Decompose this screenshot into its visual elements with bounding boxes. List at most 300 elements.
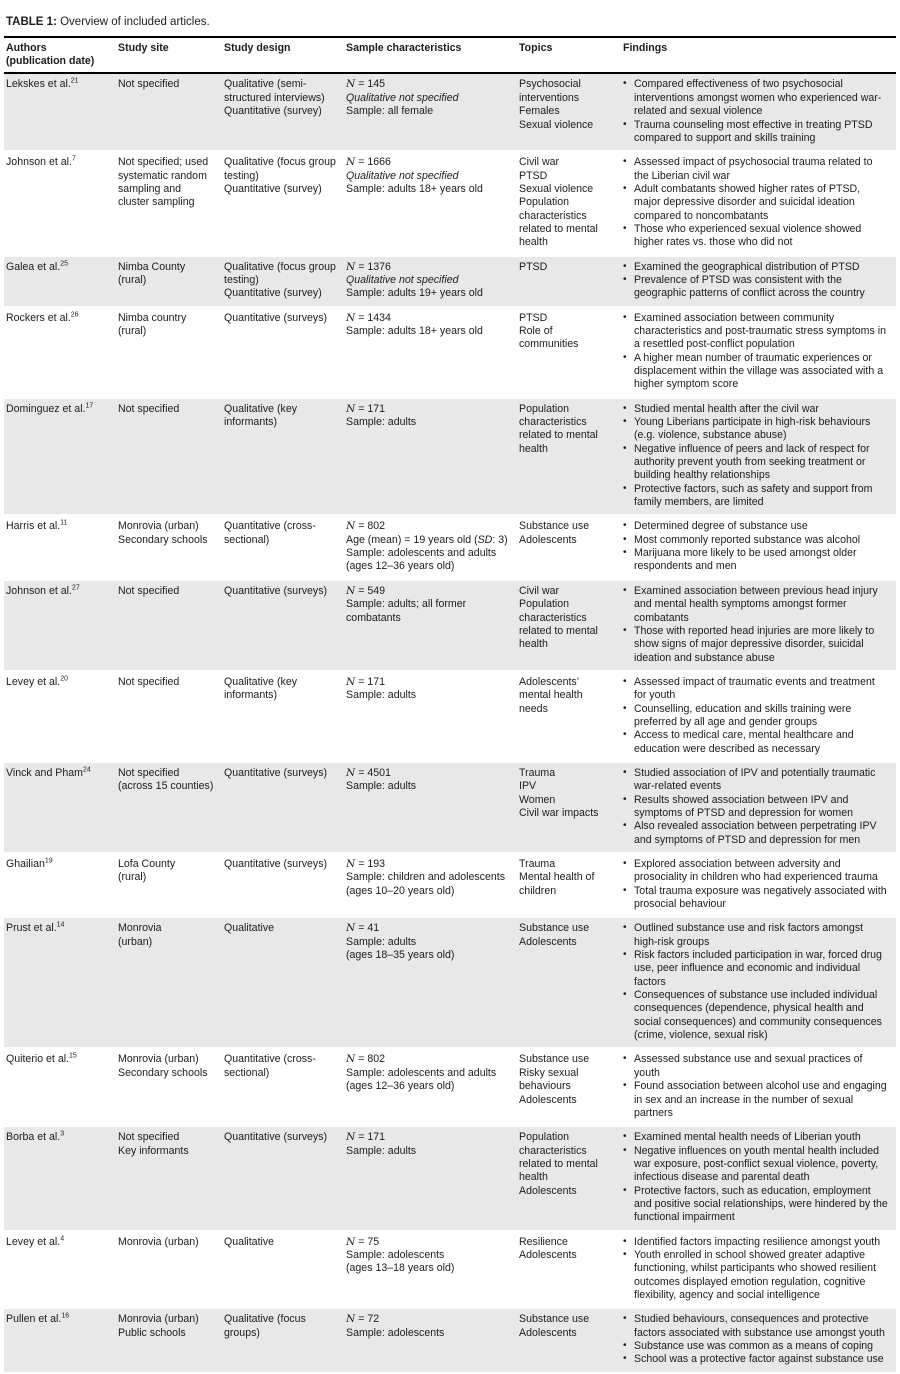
topic-item: Trauma [519,766,556,779]
sample-characteristics-cell [344,1231,517,1309]
study-site-cell: Not specified [118,675,180,688]
sample-characteristics-cell [344,762,517,853]
sample-line: Sample: all female [346,105,434,118]
sample-line: Sample: adolescents and adults (ages 12–36 years old) [346,1066,497,1093]
sample-line: Sample: adults [346,689,417,702]
finding-item [623,625,888,665]
sample-size-symbol: N [346,766,356,779]
topic-item: Risky sexual behaviours [519,1066,579,1093]
finding-text: Those with reported head injuries are more likely to show signs of major depressive disorder, suicidal ideation and substance abuse [634,624,875,664]
finding-text: Assessed impact of traumatic events and treatment for youth [634,675,875,702]
bullet-icon: • [623,311,627,323]
finding-text: Substance use was common as a means of coping [634,1340,874,1353]
table-row [4,151,896,255]
study-site-cell: Not specified [118,402,180,415]
bullet-icon: • [623,1248,627,1260]
design-item: Qualitative (focus groups) [224,1313,306,1339]
finding-text: Outlined substance use and risk factors amongst high-risk groups [634,922,864,948]
finding-item [623,520,888,533]
finding-item [623,949,888,989]
topic-item: Role of communities [519,324,579,351]
finding-item [623,1353,888,1366]
sample-characteristics-cell [344,515,517,579]
finding-text: Examined the geographical distribution of PTSD [634,260,860,273]
finding-text: Risk factors included participation in war, forced drug use, peer influence and economic and individual factors [634,949,882,988]
finding-item [623,1236,888,1249]
findings-cell [621,256,896,307]
table-row [4,762,896,853]
topic-item: Adolescents’ mental health needs [519,675,583,715]
findings-cell [621,671,896,762]
topic-item: Population characteristics related to mental health [519,196,598,249]
study-design-cell [222,256,344,307]
bullet-icon: • [623,1131,627,1143]
sample-size-symbol: N [346,520,356,533]
topic-item: Civil war [519,156,560,169]
bullet-icon: • [623,533,627,545]
topics-cell [517,580,621,671]
findings-cell [621,1308,896,1372]
topic-item: Substance use [519,922,590,935]
topic-item: Mental health of children [519,871,595,897]
study-design-cell [222,762,344,853]
table-row [4,256,896,307]
bullet-icon: • [623,182,627,194]
authors-cell: Lekskes et al.$^{21}$ [6,77,79,91]
finding-text: Compared effectiveness of two psychosocial interventions amongst women who experienced war-related and sexual violence [634,78,882,118]
bullet-icon: • [623,442,627,454]
finding-item [623,274,888,301]
study-design-cell [222,853,344,917]
finding-text: Examined association between community characteristics and post-traumatic stress symptoms in a resettled post-conflict population [634,311,886,351]
finding-item [623,703,888,730]
study-design-cell [222,917,344,1048]
finding-item [623,922,888,949]
finding-text: Young Liberians participate in high-risk behaviours (e.g. violence, substance abuse) [634,416,871,442]
study-site-cell: Monrovia (urban) [118,922,162,948]
sample-size-symbol: N [346,1131,356,1144]
topics-cell [517,1308,621,1372]
topics-cell [517,515,621,579]
authors-cell: Borba et al.$^3$ [6,1130,65,1144]
topic-item: Adolescents [519,533,577,546]
topics-cell [517,1126,621,1230]
finding-text: Those who experienced sexual violence showed higher rates vs. those who did not [634,222,862,249]
study-design-cell [222,515,344,579]
topic-item: Population characteristics related to mental health [519,1131,598,1184]
design-item: Qualitative (focus group testing) [224,260,336,286]
topic-item: Adolescents [519,935,577,948]
finding-text: Negative influences on youth mental health included war exposure, post-conflict sexual violence, poverty, infectious disease and parental death [634,1144,879,1184]
column-header-0: Authors (publication date) [6,41,95,68]
bullet-icon: • [623,547,627,559]
finding-text: Assessed impact of psychosocial trauma related to the Liberian civil war [634,156,873,182]
topic-item: Adolescents [519,1326,577,1339]
citation-ref: 21 [70,77,79,85]
finding-text: Consequences of substance use included individual consequences (dependence, physical health and social consequences) and community consequences (crime, violence, sexual risk) [634,989,882,1042]
bullet-icon: • [623,402,627,414]
table-caption [4,14,896,36]
study-site-cell: Lofa County (rural) [118,858,176,884]
articles-overview-table [4,36,896,1374]
finding-text: Trauma counseling most effective in treating PTSD compared to support and skills training [634,118,873,144]
column-header-4: Topics [519,41,553,54]
design-item: Quantitative (survey) [224,105,322,118]
design-item: Qualitative [224,922,275,935]
sample-line: N = 72 [346,1313,380,1326]
findings-cell [621,398,896,516]
header-row [4,37,896,74]
topic-item: Adolescents [519,1093,577,1106]
bullet-icon: • [623,584,627,596]
findings-cell [621,580,896,671]
study-design-cell [222,1308,344,1372]
design-item: Quantitative (surveys) [224,858,328,871]
citation-ref: 19 [44,857,53,865]
finding-text: Protective factors, such as education, employment and positive social relationships, were hindered by the functional impairment [634,1184,888,1224]
sample-line: N = 802 [346,1053,386,1066]
topic-item: Females [519,105,560,118]
bullet-icon: • [623,729,627,741]
topic-item: Psychosocial interventions [519,78,581,104]
finding-text: Negative influence of peers and lack of respect for authority prevent youth from seeking treatment or building healthy relationships [634,442,870,482]
topic-item: PTSD [519,311,548,324]
study-site-cell: Monrovia (urban) [118,1235,199,1248]
bullet-icon: • [623,1144,627,1156]
topic-item: Trauma [519,858,556,871]
finding-item [623,1053,888,1080]
authors-cell: Vinck and Pham$^{24}$ [6,766,91,779]
finding-text: Assessed substance use and sexual practices of youth [634,1053,863,1079]
design-item: Qualitative [224,1235,275,1248]
finding-item [623,1249,888,1302]
topics-cell [517,73,621,151]
study-design-cell [222,307,344,398]
sample-line: Sample: adults [346,416,417,429]
bullet-icon: • [623,273,627,285]
finding-text: School was a protective factor against substance use [634,1353,884,1366]
finding-text: Studied mental health after the civil war [634,402,819,415]
finding-item [623,585,888,625]
bullet-icon: • [623,1235,627,1247]
findings-cell [621,1048,896,1126]
finding-text: Adult combatants showed higher rates of PTSD, major depressive disorder and suicidal ideation compared to noncombatants [634,182,861,222]
finding-text: Determined degree of substance use [634,520,808,533]
sample-line: Qualitative not specified [346,91,459,104]
finding-item [623,223,888,250]
bullet-icon: • [623,351,627,363]
citation-ref: 17 [85,402,94,410]
topic-item: Resilience [519,1235,568,1248]
topics-cell [517,1048,621,1126]
finding-text: Found association between alcohol use and engaging in sex and an increase in the number of sexual partners [634,1080,887,1119]
sample-line: Sample: adolescents [346,1248,445,1261]
table-row [4,853,896,917]
bullet-icon: • [623,820,627,832]
finding-item [623,820,888,847]
topic-item: Substance use [519,520,590,533]
study-design-cell [222,580,344,671]
bullet-icon: • [623,1184,627,1196]
sample-characteristics-cell [344,1308,517,1372]
sample-size-symbol: N [346,156,356,169]
table-row [4,515,896,579]
bullet-icon: • [623,1053,627,1065]
finding-item [623,1340,888,1353]
design-item: Quantitative (cross-sectional) [224,1053,316,1079]
sample-characteristics-cell [344,853,517,917]
sample-line: N = 1376 [346,260,391,273]
column-header-2: Study design [224,41,291,54]
table-row [4,398,896,516]
sample-line: N = 145 [346,78,386,91]
bullet-icon: • [623,793,627,805]
table-title-text: Overview of included articles. [60,16,210,28]
sample-line: Sample: adolescents [346,1326,445,1339]
finding-item [623,547,888,574]
finding-item [623,1131,888,1144]
authors-cell: Levey et al.$^{20}$ [6,675,68,688]
sample-line: Sample: children and adolescents (ages 10–20 years old) [346,871,506,897]
finding-text: A higher mean number of traumatic experiences or displacement within the village was associated with a higher symptom score [634,351,884,391]
topics-cell [517,307,621,398]
authors-cell: Johnson et al.$^{27}$ [6,584,80,597]
citation-ref: 11 [60,519,68,527]
finding-text: Studied association of IPV and potentially traumatic war-related events [634,766,876,793]
finding-item [623,352,888,392]
finding-text: Explored association between adversity and prosociality in children who had experienced trauma [634,858,878,884]
sample-size-symbol: N [346,311,356,324]
study-site-cell: Not specified [118,78,180,91]
column-header-1: Study site [118,41,169,54]
column-header-5: Findings [623,41,668,54]
sample-characteristics-cell [344,1048,517,1126]
study-design-cell [222,1126,344,1230]
bullet-icon: • [623,766,627,778]
findings-cell [621,307,896,398]
finding-item [623,858,888,885]
finding-text: Access to medical care, mental healthcare and education were described as necessary [634,729,854,755]
bullet-icon: • [623,482,627,494]
topic-item: Women [519,793,556,806]
findings-cell [621,515,896,579]
sample-characteristics-cell [344,917,517,1048]
finding-item [623,989,888,1042]
sample-size-symbol: N [346,584,356,597]
sample-line: Sample: adults 18+ years old [346,182,483,195]
citation-ref: 3 [60,1130,65,1138]
design-item: Qualitative (key informants) [224,402,298,429]
citation-ref: 25 [60,260,68,268]
study-site-cell: Nimba country (rural) [118,311,187,337]
sample-line: Sample: adults; all former combatants [346,598,467,624]
finding-item [623,885,888,912]
findings-cell [621,1231,896,1309]
table-row [4,73,896,151]
finding-text: Total trauma exposure was negatively associated with prosocial behaviour [634,884,887,911]
finding-item [623,156,888,183]
sample-line: N = 193 [346,858,386,871]
design-item: Quantitative (cross-sectional) [224,520,316,546]
sample-line: N = 1666 [346,156,391,169]
sample-line: Age (mean) = 19 years old (SD: 3) [346,533,508,546]
sample-size-symbol: N [346,858,356,871]
sample-line: N = 75 [346,1235,380,1248]
finding-item [623,443,888,483]
citation-ref: 4 [60,1235,65,1243]
table-header [4,37,896,74]
study-site-cell: Not specified Key informants [118,1131,189,1157]
sample-size-symbol: N [346,922,356,935]
finding-text: Protective factors, such as safety and support from family members, are limited [634,482,873,509]
sample-size-symbol: N [346,675,356,688]
bullet-icon: • [623,260,627,272]
table-row [4,1231,896,1309]
design-item: Quantitative (surveys) [224,311,328,324]
design-item: Quantitative (survey) [224,287,322,300]
bullet-icon: • [623,222,627,234]
finding-item [623,767,888,794]
citation-ref: 7 [71,155,76,163]
finding-text: Counselling, education and skills training were preferred by all age and gender groups [634,702,852,728]
finding-text: Results showed association between IPV and symptoms of PTSD and depression for women [634,793,854,819]
bullet-icon: • [623,78,627,90]
authors-cell: Galea et al.$^{25}$ [6,260,68,273]
finding-item [623,534,888,547]
finding-item [623,1145,888,1185]
design-item: Quantitative (survey) [224,182,322,195]
study-site-cell: Monrovia (urban) Secondary schools [118,520,208,546]
sample-characteristics-cell [344,580,517,671]
sample-line: Qualitative not specified [346,169,459,182]
findings-cell [621,853,896,917]
bullet-icon: • [623,520,627,532]
sample-characteristics-cell [344,307,517,398]
design-item: Qualitative (semi-structured interviews) [224,78,325,104]
authors-cell: Johnson et al.$^7$ [6,155,76,169]
study-design-cell [222,1048,344,1126]
finding-item [623,403,888,416]
sample-line: N = 171 [346,402,386,415]
finding-item [623,1185,888,1225]
finding-item [623,261,888,274]
topics-cell [517,398,621,516]
citation-ref: 24 [82,766,91,774]
study-design-cell [222,73,344,151]
sample-size-symbol: N [346,1313,356,1326]
sample-line: (ages 18–35 years old) [346,949,455,962]
sample-line: Sample: adults [346,780,417,793]
finding-text: Marijuana more likely to be used amongst older respondents and men [634,547,857,573]
finding-item [623,794,888,821]
sample-line: N = 41 [346,922,380,935]
authors-cell: Prust et al.$^{14}$ [6,921,65,935]
sample-line: Qualitative not specified [346,273,459,286]
topics-cell [517,1231,621,1309]
sample-characteristics-cell [344,256,517,307]
topic-item: PTSD [519,260,548,273]
bullet-icon: • [623,884,627,896]
study-design-cell [222,1231,344,1309]
sample-characteristics-cell [344,398,517,516]
topic-item: Civil war impacts [519,806,599,819]
authors-cell: Harris et al.$^{11}$ [6,519,68,533]
study-site-cell: Not specified; used systematic random sampling and cluster sampling [118,156,209,209]
finding-item [623,183,888,223]
bullet-icon: • [623,1080,627,1092]
finding-item [623,729,888,756]
topic-item: Population characteristics related to mental health [519,598,598,651]
bullet-icon: • [623,118,627,130]
sample-characteristics-cell [344,73,517,151]
sample-line: Sample: adults [346,935,417,948]
sample-line: N = 171 [346,1131,386,1144]
sample-line: Sample: adolescents and adults (ages 12–36 years old) [346,547,497,573]
authors-cell: Pullen et al.$^{16}$ [6,1312,70,1326]
finding-item [623,483,888,510]
sample-line: N = 1434 [346,311,391,324]
citation-ref: 26 [70,311,79,319]
topic-item: Population characteristics related to mental health [519,402,598,455]
topics-cell [517,151,621,255]
study-design-cell [222,151,344,255]
finding-item [623,1080,888,1120]
bullet-icon: • [623,416,627,428]
table-row [4,580,896,671]
table-row [4,671,896,762]
study-site-cell: Not specified (across 15 counties) [118,766,214,793]
topic-item: PTSD [519,169,548,182]
finding-item [623,676,888,703]
bullet-icon: • [623,858,627,870]
bullet-icon: • [623,702,627,714]
citation-ref: 15 [69,1052,77,1060]
bullet-icon: • [623,1340,627,1352]
citation-ref: 16 [61,1312,70,1320]
findings-cell [621,73,896,151]
sample-size-symbol: N [346,260,356,273]
finding-item [623,78,888,118]
study-site-cell: Monrovia (urban) Public schools [118,1313,199,1339]
bullet-icon: • [623,675,627,687]
design-item: Quantitative (surveys) [224,766,328,779]
study-design-cell [222,671,344,762]
findings-cell [621,762,896,853]
study-site-cell: Monrovia (urban) Secondary schools [118,1053,208,1079]
bullet-icon: • [623,1353,627,1365]
column-header-3: Sample characteristics [346,41,462,54]
finding-text: Examined association between previous head injury and mental health symptoms amongst former combatants [634,584,878,624]
bullet-icon: • [623,624,627,636]
finding-item [623,1313,888,1340]
table-row [4,307,896,398]
findings-cell [621,151,896,255]
table-label: TABLE 1: [6,16,57,28]
topic-item: Sexual violence [519,118,594,131]
topics-cell [517,671,621,762]
topic-item: Adolescents [519,1184,577,1197]
authors-cell: Levey et al.$^4$ [6,1235,65,1248]
topic-item: Substance use [519,1053,590,1066]
finding-item [623,119,888,146]
sample-line: Sample: adults 18+ years old [346,324,483,337]
finding-text: Most commonly reported substance was alcohol [634,533,861,546]
authors-cell: Dominguez et al.$^{17}$ [6,402,94,415]
authors-cell: Quiterio et al.$^{15}$ [6,1052,77,1066]
topic-item: Substance use [519,1313,590,1326]
table-row [4,1126,896,1230]
authors-cell: Ghailian$^{19}$ [6,857,53,871]
